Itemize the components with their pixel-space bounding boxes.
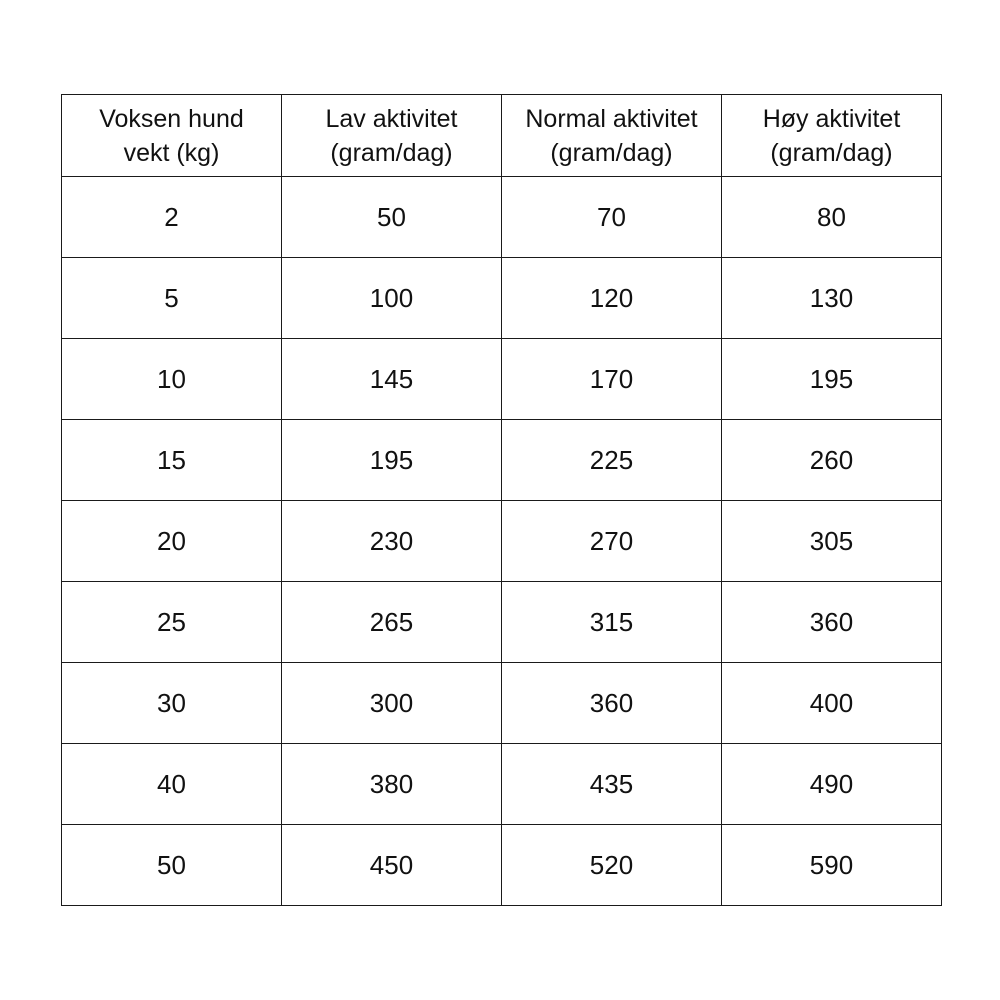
cell-high: 400 bbox=[722, 663, 942, 744]
cell-normal: 520 bbox=[502, 825, 722, 906]
cell-low: 265 bbox=[282, 582, 502, 663]
cell-weight: 15 bbox=[62, 420, 282, 501]
header-line: vekt (kg) bbox=[123, 138, 220, 167]
cell-low: 380 bbox=[282, 744, 502, 825]
header-weight bbox=[62, 95, 282, 177]
table-row bbox=[62, 825, 942, 906]
cell-weight: 30 bbox=[62, 663, 282, 744]
cell-high: 490 bbox=[722, 744, 942, 825]
cell-low: 145 bbox=[282, 339, 502, 420]
cell-high: 80 bbox=[722, 177, 942, 258]
cell-weight: 40 bbox=[62, 744, 282, 825]
table-row bbox=[62, 177, 942, 258]
cell-weight: 2 bbox=[62, 177, 282, 258]
cell-high: 260 bbox=[722, 420, 942, 501]
cell-normal: 70 bbox=[502, 177, 722, 258]
cell-normal: 360 bbox=[502, 663, 722, 744]
cell-normal: 270 bbox=[502, 501, 722, 582]
header-line: Høy aktivitet bbox=[762, 104, 901, 133]
header-high-activity bbox=[722, 95, 942, 177]
cell-normal: 225 bbox=[502, 420, 722, 501]
table-row bbox=[62, 258, 942, 339]
cell-low: 50 bbox=[282, 177, 502, 258]
header-line: Voksen hund bbox=[99, 104, 244, 133]
cell-low: 450 bbox=[282, 825, 502, 906]
cell-high: 130 bbox=[722, 258, 942, 339]
cell-high: 360 bbox=[722, 582, 942, 663]
cell-high: 195 bbox=[722, 339, 942, 420]
table-row bbox=[62, 744, 942, 825]
table-row bbox=[62, 420, 942, 501]
cell-weight: 20 bbox=[62, 501, 282, 582]
cell-low: 195 bbox=[282, 420, 502, 501]
cell-low: 230 bbox=[282, 501, 502, 582]
header-line: Normal aktivitet bbox=[525, 104, 698, 133]
table-row bbox=[62, 501, 942, 582]
header-normal-activity bbox=[502, 95, 722, 177]
header-row bbox=[62, 95, 942, 177]
header-low-activity bbox=[282, 95, 502, 177]
cell-normal: 435 bbox=[502, 744, 722, 825]
header-line: (gram/dag) bbox=[330, 138, 453, 167]
table-row bbox=[62, 582, 942, 663]
cell-normal: 120 bbox=[502, 258, 722, 339]
cell-low: 100 bbox=[282, 258, 502, 339]
cell-high: 590 bbox=[722, 825, 942, 906]
cell-normal: 170 bbox=[502, 339, 722, 420]
cell-low: 300 bbox=[282, 663, 502, 744]
cell-high: 305 bbox=[722, 501, 942, 582]
header-line: (gram/dag) bbox=[770, 138, 893, 167]
header-line: Lav aktivitet bbox=[325, 104, 458, 133]
table-row bbox=[62, 663, 942, 744]
cell-normal: 315 bbox=[502, 582, 722, 663]
header-line: (gram/dag) bbox=[550, 138, 673, 167]
cell-weight: 10 bbox=[62, 339, 282, 420]
cell-weight: 5 bbox=[62, 258, 282, 339]
cell-weight: 25 bbox=[62, 582, 282, 663]
feeding-table bbox=[61, 94, 942, 906]
table-row bbox=[62, 339, 942, 420]
cell-weight: 50 bbox=[62, 825, 282, 906]
